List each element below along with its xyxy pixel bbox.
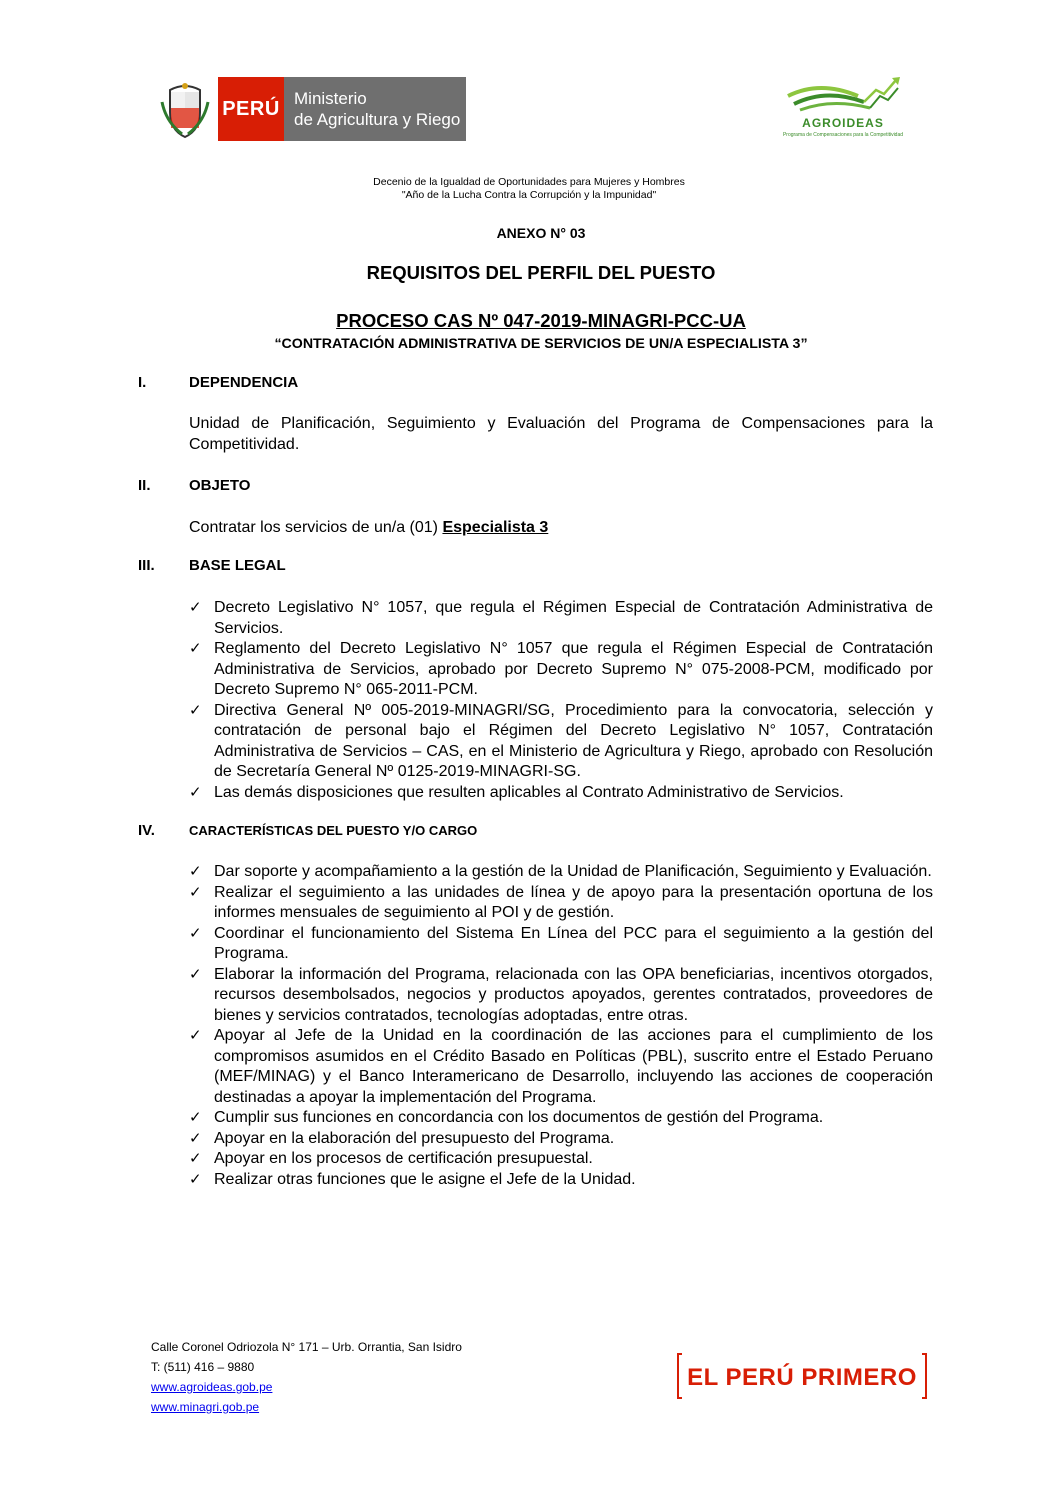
list-item-text: Realizar el seguimiento a las unidades de línea y de apoyo para la presentación oportuna de los informes mensuales de seguimiento al POI y de gestión. (214, 883, 933, 921)
list-item-text: Apoyar en los procesos de certificación presupuestal. (214, 1150, 593, 1167)
annex-number: ANEXO N° 03 (496, 225, 586, 241)
ministry-brand-block (284, 77, 466, 141)
section-2-title: OBJETO (189, 477, 251, 494)
list-item (189, 783, 933, 804)
page-header (0, 0, 1058, 160)
list-item-text: Las demás disposiciones que resulten aplicables al Contrato Administrativo de Servicios. (214, 783, 844, 801)
process-title: PROCESO CAS Nº 047-2019-MINAGRI-PCC-UA (336, 310, 746, 331)
peru-brand-block (218, 77, 284, 141)
list-item-text: Decreto Legislativo N° 1057, que regula el Régimen Especial de Contratación Administrativa de Servicios. (214, 599, 933, 637)
agroideas-name: AGROIDEAS (802, 116, 884, 130)
footer-address: Calle Coronel Odriozola N° 171 – Urb. Orrantia, San Isidro (151, 1340, 462, 1354)
section-4-title: CARACTERÍSTICAS DEL PUESTO Y/O CARGO (189, 823, 478, 838)
slogan-text: EL PERÚ PRIMERO (687, 1364, 917, 1391)
checkmark-icon: ✓ (189, 1150, 202, 1167)
list-item (189, 701, 933, 783)
list-item-text: Realizar otras funciones que le asigne el Jefe de la Unidad. (214, 1170, 636, 1188)
list-item (189, 1108, 933, 1129)
list-item (189, 924, 933, 965)
checkmark-icon: ✓ (189, 783, 202, 801)
minagri-website-link[interactable]: www.minagri.gob.pe (151, 1400, 260, 1414)
section-3-number: III. (138, 557, 155, 574)
list-item (189, 965, 933, 1027)
list-item-text: Reglamento del Decreto Legislativo N° 1057 que regula el Régimen Especial de Contratación Administrativa de Servicios, aprobado por Decreto Supremo N° 075-2008-PCM, modificado por Decreto Supremo N° 065-2011-PCM. (214, 640, 933, 698)
checkmark-icon: ✓ (189, 1027, 202, 1044)
list-item (189, 1149, 933, 1170)
checkmark-icon: ✓ (189, 1129, 202, 1147)
checkmark-icon: ✓ (189, 640, 202, 657)
list-item (189, 1026, 933, 1108)
list-item (189, 1170, 933, 1191)
list-item (189, 862, 933, 883)
legal-basis-list (189, 598, 933, 803)
section-1-title: DEPENDENCIA (189, 374, 299, 391)
list-item (189, 883, 933, 924)
section-3-title: BASE LEGAL (189, 557, 286, 574)
list-item-text: Directiva General Nº 005-2019-MINAGRI/SG, Procedimiento para la convocatoria, selección y contratación de personal bajo el Régimen del Decreto Legislativo N° 1057, Contratación Administrativa de Servicios – CAS, en el Ministerio de Agricultura y Riego, aprobado con Resolución de Secretaría General Nº 0125-2019-MINAGRI-SG. (214, 701, 933, 780)
decenio-line-2: "Año de la Lucha Contra la Corrupción y la Impunidad" (401, 189, 657, 201)
list-item-text: Coordinar el funcionamiento del Sistema En Línea del PCC para el seguimiento a la gestión del Programa. (214, 924, 933, 962)
section-2-position-name: Especialista 3 (442, 519, 549, 536)
requirements-title: REQUISITOS DEL PERFIL DEL PUESTO (366, 262, 716, 283)
list-item-text: Cumplir sus funciones en concordancia con los documentos de gestión del Programa. (214, 1109, 824, 1126)
peru-label: PERÚ (222, 98, 280, 120)
checkmark-icon: ✓ (189, 863, 202, 880)
list-item (189, 598, 933, 639)
position-characteristics-list (189, 862, 933, 1190)
list-item (189, 639, 933, 701)
section-2-text-prefix: Contratar los servicios de un/a (01) (189, 519, 443, 536)
section-1-text: Unidad de Planificación, Seguimiento y Evaluación del Programa de Compensaciones para la Competitividad. (189, 415, 933, 453)
checkmark-icon: ✓ (189, 599, 202, 616)
list-item (189, 1129, 933, 1150)
checkmark-icon: ✓ (189, 1170, 202, 1188)
process-subtitle: “CONTRATACIÓN ADMINISTRATIVA DE SERVICIOS DE UN/A ESPECIALISTA 3” (274, 336, 808, 352)
checkmark-icon: ✓ (189, 701, 202, 719)
ministry-line-2: de Agricultura y Riego (294, 110, 461, 129)
list-item-text: Dar soporte y acompañamiento a la gestión de la Unidad de Planificación, Seguimiento y Evaluación. (214, 863, 932, 880)
agroideas-tagline: Programa de Compensaciones para la Competitividad (782, 132, 904, 138)
section-2-text (189, 518, 933, 539)
decenio-line-1: Decenio de la Igualdad de Oportunidades para Mujeres y Hombres (373, 176, 685, 188)
checkmark-icon: ✓ (189, 1109, 202, 1126)
list-item-text: Elaborar la información del Programa, relacionada con las OPA beneficiarias, incentivos otorgados, recursos desembolsados, negocios y productos apoyados, gerentes contratados, proveedores de bienes y servicios contratados, tecnologías adoptadas, entre otras. (214, 965, 933, 1024)
agroideas-website-link[interactable]: www.agroideas.gob.pe (151, 1380, 273, 1394)
footer-phone: T: (511) 416 – 9880 (151, 1360, 255, 1374)
checkmark-icon: ✓ (189, 883, 202, 901)
list-item-text: Apoyar al Jefe de la Unidad en la coordinación de las acciones para el cumplimiento de los compromisos asumidos en el Crédito Basado en Políticas (PBL), suscrito entre el Estado Peruano (MEF/MINAG) y el Banco Interamericano de Desarrollo, incluyendo las acciones de cooperación destinadas a apoyar la implementación del Programa. (214, 1027, 933, 1106)
el-peru-primero-logo (676, 1352, 928, 1400)
section-2-number: II. (138, 477, 151, 494)
ministry-line-1: Ministerio (294, 89, 367, 108)
section-1-number: I. (138, 374, 147, 391)
decenio-text (0, 176, 1058, 202)
checkmark-icon: ✓ (189, 965, 202, 983)
list-item-text: Apoyar en la elaboración del presupuesto del Programa. (214, 1129, 615, 1147)
footer-contact (151, 1337, 462, 1417)
section-4-number: IV. (138, 822, 155, 839)
peru-coat-of-arms-icon (160, 82, 210, 140)
checkmark-icon: ✓ (189, 924, 202, 942)
